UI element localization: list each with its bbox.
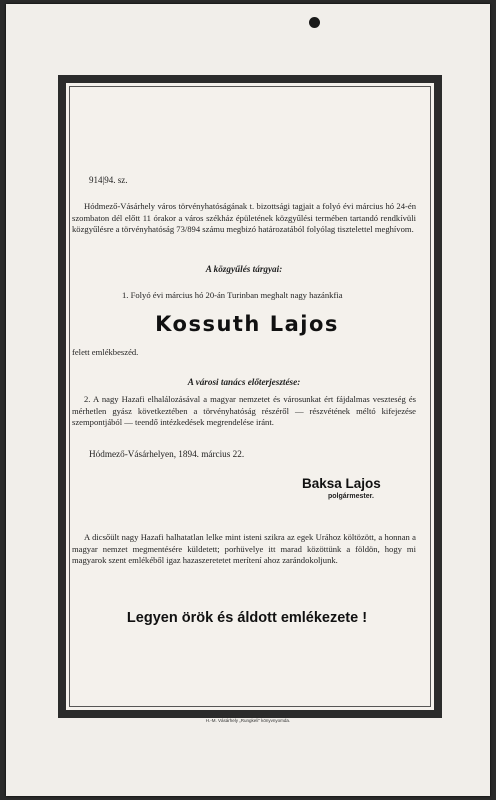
printer-imprint: H.-M. Vásárhely „Rungkeli" könyvnyomda. (205, 718, 291, 723)
agenda-heading: A közgyűlés tárgyai: (205, 264, 283, 274)
agenda-item-2: 2. A nagy Hazafi elhalálozásával a magyar nemzetet és városunkat ért fájdalmas veszteség és mérhetlen gyász következtében a törvényhatóság részéről — részvétének méltó kifejezése szempontjából — teendő intézkedések megrendelése iránt. (72, 394, 416, 428)
reference-number: 914|94. sz. (89, 175, 128, 185)
date-line: Hódmező-Vásárhelyen, 1894. március 22. (89, 449, 245, 459)
council-heading: A városi tanács előterjesztése: (187, 377, 301, 387)
document-sheet (6, 4, 490, 796)
signature-title: polgármester. (328, 493, 374, 500)
agenda-item-1-end: felett emlékbeszéd. (72, 347, 139, 357)
honoree-name: Kossuth Lajos (155, 312, 339, 336)
intro-paragraph: Hódmező-Vásárhely város törvényhatóságának t. bizottsági tagjait a folyó évi március hó 24-én szombaton dél előtt 11 órakor a város székház épületének közgyűlési termében tartandó rendkívüli közgyűlésre a törvényhatóság 73/894 számu megbizó határozatából folyólag tisztelettel meghívom. (72, 201, 416, 235)
closing-line: Legyen örök és áldott emlékezete ! (126, 610, 368, 626)
tribute-paragraph: A dicsőült nagy Hazafi halhatatlan lelke mint isteni szikra az egek Urához költözött, a honnan a magyar nemzet megmentésére küldetett; porhüvelye itt marad közöttünk a földön, hogy mi magyarok szent emlékéből igaz hazaszeretetet merítení ahoz zarándokoljunk. (72, 532, 416, 566)
agenda-item-1: 1. Folyó évi március hó 20-án Turinban meghalt nagy hazánkfia (122, 290, 343, 300)
signature-name: Baksa Lajos (302, 476, 381, 491)
punch-hole (309, 17, 320, 28)
